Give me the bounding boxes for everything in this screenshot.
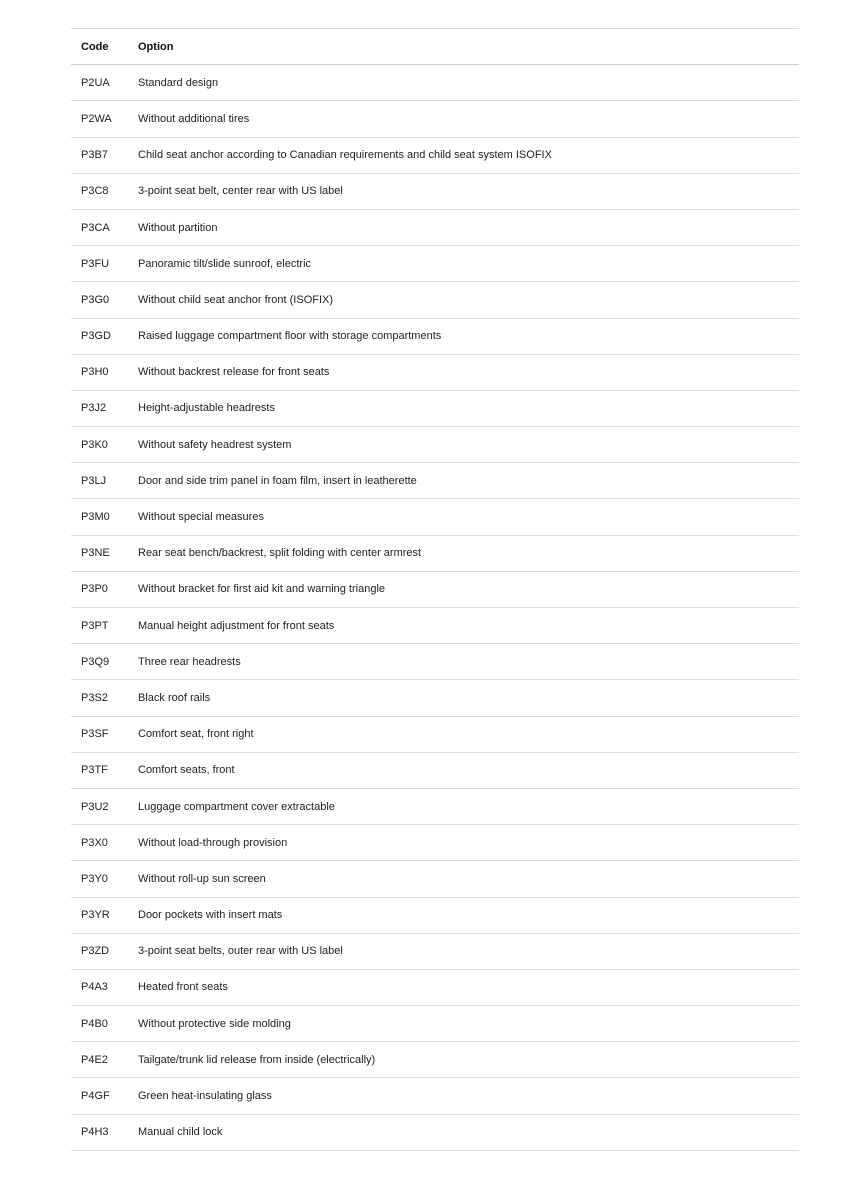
option-code: P3J2 [71,390,138,426]
header-row [71,29,799,65]
option-description: Child seat anchor according to Canadian requirements and child seat system ISOFIX [138,137,799,173]
option-description: Without backrest release for front seats [138,354,799,390]
option-code: P3SF [71,716,138,752]
table-header [71,29,799,65]
option-code: P3TF [71,752,138,788]
option-code: P3X0 [71,825,138,861]
option-code: P4B0 [71,1006,138,1042]
option-code: P3G0 [71,282,138,318]
option-description: Without partition [138,209,799,245]
option-code: P3U2 [71,788,138,824]
table-row [71,463,799,499]
table-row [71,354,799,390]
table-row [71,137,799,173]
option-description: Green heat-insulating glass [138,1078,799,1114]
table-row [71,825,799,861]
option-description: 3-point seat belts, outer rear with US label [138,933,799,969]
table-row [71,1042,799,1078]
table-row [71,644,799,680]
option-code: P3C8 [71,173,138,209]
option-code: P3M0 [71,499,138,535]
option-code: P3FU [71,246,138,282]
option-code: P4A3 [71,969,138,1005]
option-code: P3PT [71,608,138,644]
option-code: P3GD [71,318,138,354]
option-description: Comfort seat, front right [138,716,799,752]
option-code: P3Q9 [71,644,138,680]
table-row [71,1114,799,1150]
option-description: Heated front seats [138,969,799,1005]
table-row [71,933,799,969]
option-description: Standard design [138,65,799,101]
table-row [71,101,799,137]
header-code: Code [71,29,138,65]
option-description: Manual child lock [138,1114,799,1150]
option-code: P3LJ [71,463,138,499]
table-row [71,969,799,1005]
option-code: P3P0 [71,571,138,607]
option-code: P3YR [71,897,138,933]
option-description: Door and side trim panel in foam film, insert in leatherette [138,463,799,499]
header-option: Option [138,29,799,65]
option-code: P4H3 [71,1114,138,1150]
option-code: P2UA [71,65,138,101]
option-description: 3-point seat belt, center rear with US label [138,173,799,209]
table-body [71,65,799,1151]
option-code: P3ZD [71,933,138,969]
option-description: Black roof rails [138,680,799,716]
option-code: P3H0 [71,354,138,390]
table-row [71,65,799,101]
option-description: Manual height adjustment for front seats [138,608,799,644]
option-description: Without bracket for first aid kit and warning triangle [138,571,799,607]
table-row [71,427,799,463]
option-code: P3K0 [71,427,138,463]
option-description: Tailgate/trunk lid release from inside (electrically) [138,1042,799,1078]
option-description: Door pockets with insert mats [138,897,799,933]
table-row [71,209,799,245]
option-description: Without load-through provision [138,825,799,861]
option-description: Without special measures [138,499,799,535]
option-description: Without safety headrest system [138,427,799,463]
table-row [71,680,799,716]
table-row [71,897,799,933]
table-row [71,752,799,788]
option-code: P2WA [71,101,138,137]
table-row [71,173,799,209]
table-row [71,608,799,644]
table-row [71,788,799,824]
option-code: P3Y0 [71,861,138,897]
table-row [71,499,799,535]
option-description: Rear seat bench/backrest, split folding with center armrest [138,535,799,571]
option-code: P3B7 [71,137,138,173]
option-description: Luggage compartment cover extractable [138,788,799,824]
option-description: Height-adjustable headrests [138,390,799,426]
table-row [71,716,799,752]
table-row [71,861,799,897]
option-description: Without child seat anchor front (ISOFIX) [138,282,799,318]
table-row [71,390,799,426]
option-code: P4E2 [71,1042,138,1078]
option-description: Without roll-up sun screen [138,861,799,897]
option-code: P3CA [71,209,138,245]
options-table [71,28,799,1151]
table-row [71,282,799,318]
option-description: Without additional tires [138,101,799,137]
option-code: P3S2 [71,680,138,716]
option-description: Comfort seats, front [138,752,799,788]
option-description: Without protective side molding [138,1006,799,1042]
option-description: Raised luggage compartment floor with storage compartments [138,318,799,354]
table-row [71,318,799,354]
option-code: P4GF [71,1078,138,1114]
table-row [71,535,799,571]
table-row [71,1006,799,1042]
table-row [71,1078,799,1114]
table-row [71,246,799,282]
table-row [71,571,799,607]
option-description: Panoramic tilt/slide sunroof, electric [138,246,799,282]
option-code: P3NE [71,535,138,571]
option-description: Three rear headrests [138,644,799,680]
